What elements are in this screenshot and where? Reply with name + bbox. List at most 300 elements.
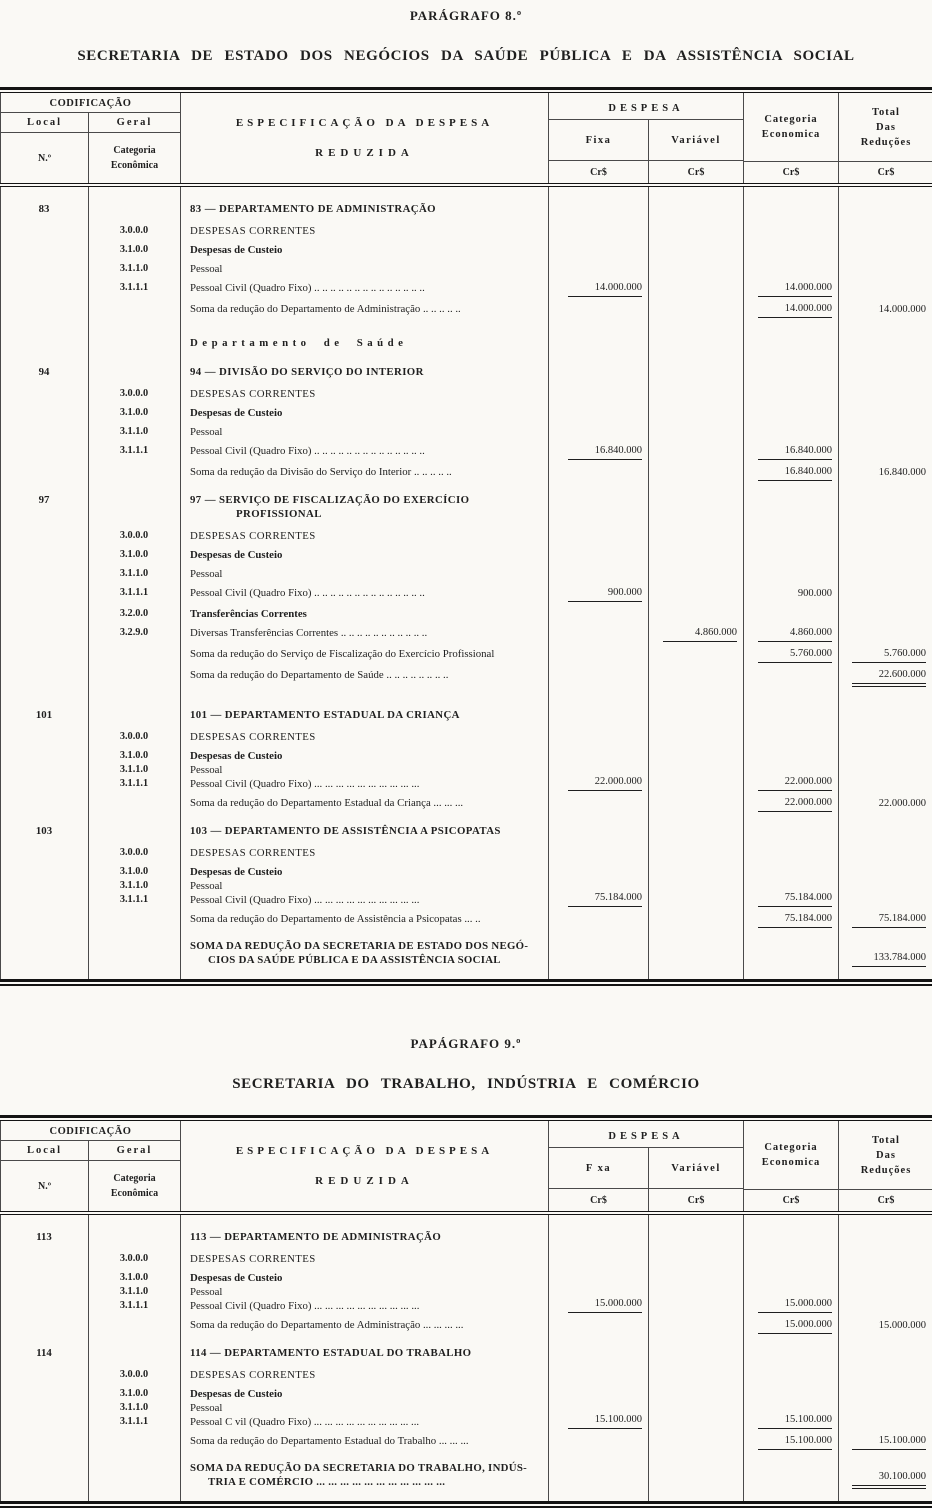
cell-fixa bbox=[548, 824, 648, 838]
cell-fixa bbox=[548, 548, 648, 562]
cell-variavel bbox=[648, 1230, 743, 1244]
cell-codigo-geral bbox=[88, 425, 180, 439]
header-categoria-line1: Categoria bbox=[113, 145, 156, 156]
header-fixa: Fixa bbox=[549, 120, 649, 161]
cell-especificacao bbox=[180, 202, 548, 216]
cell-categoria bbox=[743, 1461, 838, 1489]
cell-codigo-geral bbox=[88, 493, 180, 521]
amount: 5.760.000 bbox=[852, 647, 926, 663]
cell-fixa bbox=[548, 224, 648, 238]
amount: 4.860.000 bbox=[663, 626, 737, 642]
cell-variavel bbox=[648, 365, 743, 379]
cell-variavel bbox=[648, 1346, 743, 1360]
amount: 22.000.000 bbox=[758, 796, 832, 812]
code-line: 3.1.1.0 bbox=[119, 763, 149, 775]
cell-fixa bbox=[548, 586, 648, 602]
cell-local bbox=[0, 243, 88, 257]
cell-fixa bbox=[548, 387, 648, 401]
header-categoria-economica bbox=[744, 93, 838, 161]
spec-line: DESPESAS CORRENTES bbox=[190, 1252, 316, 1265]
spec-line: Diversas Transferências Correntes .. .. .. .. .. .. .. .. .. .. .. bbox=[190, 626, 428, 639]
code-line: 3.2.9.0 bbox=[119, 626, 149, 638]
cell-categoria bbox=[743, 1318, 838, 1334]
cell-categoria bbox=[743, 1368, 838, 1382]
table-row bbox=[0, 384, 932, 403]
cell-total bbox=[838, 824, 932, 838]
amount: 4.860.000 bbox=[758, 626, 832, 642]
header-despesa-group bbox=[549, 93, 744, 183]
amount: 14.000.000 bbox=[568, 281, 642, 297]
cell-codigo-geral bbox=[88, 626, 180, 642]
cell-local bbox=[0, 224, 88, 238]
cell-categoria bbox=[743, 668, 838, 687]
cell-variavel bbox=[648, 824, 743, 838]
cell-local: 114 bbox=[36, 1346, 52, 1359]
spec-line: Pessoal bbox=[190, 425, 223, 438]
header-cr-variavel: Cr$ bbox=[687, 166, 705, 178]
spec-line: Despesas de Custeio bbox=[190, 548, 283, 561]
cell-variavel bbox=[648, 626, 743, 642]
code-line: 3.1.1.0 bbox=[119, 1401, 149, 1413]
header-variavel: Variável bbox=[649, 1148, 743, 1189]
cell-local bbox=[0, 865, 88, 907]
cell-local bbox=[0, 1271, 88, 1313]
cell-variavel bbox=[648, 846, 743, 860]
cell-especificacao bbox=[180, 846, 548, 860]
cell-codigo-geral bbox=[88, 1368, 180, 1382]
table-row bbox=[0, 665, 932, 689]
table-row bbox=[0, 221, 932, 240]
cell-categoria bbox=[743, 1434, 838, 1450]
cell-especificacao bbox=[180, 425, 548, 439]
cell-variavel bbox=[648, 224, 743, 238]
table-row bbox=[0, 644, 932, 665]
spec-line: Pessoal Civil (Quadro Fixo) .. .. .. .. .. .. .. .. .. .. .. .. .. .. bbox=[190, 586, 425, 599]
code-line: 3.1.1.0 bbox=[119, 1285, 149, 1297]
spec-line: Soma da redução da Divisão do Serviço do Interior .. .. .. .. .. bbox=[190, 465, 452, 478]
table-row bbox=[0, 1365, 932, 1384]
cell-codigo-geral bbox=[88, 548, 180, 562]
cell-local: 94 bbox=[38, 365, 50, 378]
cell-local bbox=[0, 548, 88, 562]
spec-line: 103 — DEPARTAMENTO DE ASSISTÊNCIA A PSICOPATAS bbox=[190, 824, 501, 837]
secretaria-title-2: SECRETARIA DO TRABALHO, INDÚSTRIA E COMÉRCIO bbox=[232, 1076, 700, 1092]
header-numero: N.º bbox=[1, 1161, 89, 1211]
spec-line: Pessoal Civil (Quadro Fixo) .. .. .. .. .. .. .. .. .. .. .. .. .. .. bbox=[190, 444, 425, 457]
cell-fixa bbox=[548, 749, 648, 791]
code-line: 3.1.0.0 bbox=[119, 865, 149, 877]
cell-categoria bbox=[743, 444, 838, 460]
cell-total bbox=[838, 224, 932, 238]
cell-categoria bbox=[743, 626, 838, 642]
cell-fixa bbox=[548, 730, 648, 744]
cell-variavel bbox=[648, 302, 743, 318]
table-header bbox=[0, 1121, 932, 1211]
spec-line: Pessoal bbox=[190, 763, 223, 776]
cell-variavel bbox=[648, 939, 743, 967]
header-total-line1: Total bbox=[872, 106, 900, 118]
amount: 16.840.000 bbox=[758, 444, 832, 460]
cell-especificacao bbox=[180, 708, 548, 722]
cell-codigo-geral bbox=[88, 243, 180, 257]
cell-variavel bbox=[648, 647, 743, 663]
cell-codigo-geral bbox=[88, 912, 180, 928]
cell-especificacao bbox=[180, 406, 548, 420]
cell-categoria bbox=[743, 202, 838, 216]
cell-local bbox=[0, 668, 88, 687]
cell-especificacao bbox=[180, 824, 548, 838]
cell-categoria bbox=[743, 749, 838, 791]
cell-especificacao bbox=[180, 1434, 548, 1450]
cell-codigo-geral bbox=[88, 444, 180, 460]
spec-line: 83 — DEPARTAMENTO DE ADMINISTRAÇÃO bbox=[190, 202, 436, 215]
cell-codigo-geral bbox=[88, 708, 180, 722]
header-cr-variavel: Cr$ bbox=[687, 1194, 705, 1206]
amount: 16.840.000 bbox=[758, 465, 832, 481]
header-fixa-variavel bbox=[549, 1148, 743, 1189]
cell-total bbox=[838, 1252, 932, 1266]
paragraph-heading-2: PAPÁGRAFO 9.º bbox=[410, 1036, 522, 1051]
cell-total bbox=[838, 529, 932, 543]
cell-especificacao bbox=[180, 243, 548, 257]
cell-codigo-geral bbox=[88, 824, 180, 838]
cell-codigo-geral bbox=[88, 749, 180, 791]
cell-fixa bbox=[548, 846, 648, 860]
amount: 5.760.000 bbox=[758, 647, 832, 663]
cell-local bbox=[0, 730, 88, 744]
cell-fixa bbox=[548, 444, 648, 460]
cell-total bbox=[838, 425, 932, 439]
cell-codigo-geral bbox=[88, 1461, 180, 1489]
amount: 22.000.000 bbox=[758, 775, 832, 791]
cell-categoria bbox=[743, 567, 838, 581]
cell-categoria bbox=[743, 607, 838, 621]
code-line: 3.0.0.0 bbox=[119, 224, 149, 236]
cell-codigo-geral bbox=[88, 1318, 180, 1334]
code-line: 3.1.0.0 bbox=[119, 548, 149, 560]
cell-codigo-geral bbox=[88, 365, 180, 379]
cell-especificacao bbox=[180, 493, 548, 521]
spec-line: Pessoal bbox=[190, 567, 223, 580]
cell-variavel bbox=[648, 1271, 743, 1313]
table-row bbox=[0, 1343, 932, 1362]
amount: 22.000.000 bbox=[568, 775, 642, 791]
spec-line: Pessoal Civil (Quadro Fixo) ... ... ... ... ... ... ... ... ... ... bbox=[190, 777, 420, 790]
cell-categoria bbox=[743, 1346, 838, 1360]
amount: 75.184.000 bbox=[758, 912, 832, 928]
header-especificacao bbox=[181, 93, 549, 183]
cell-local bbox=[0, 1252, 88, 1266]
cell-total bbox=[838, 939, 932, 967]
header-cat-line1: Categoria bbox=[764, 114, 818, 125]
section-paragrafo-9 bbox=[0, 986, 932, 1508]
header-total-col bbox=[839, 1121, 932, 1211]
cell-local bbox=[0, 281, 88, 297]
code-line: 3.1.1.1 bbox=[119, 444, 149, 456]
code-line: 3.0.0.0 bbox=[119, 730, 149, 742]
cell-local bbox=[0, 1318, 88, 1334]
spec-line: Soma da redução do Departamento de Saúde .. .. .. .. .. .. .. .. bbox=[190, 668, 449, 681]
cell-categoria bbox=[743, 586, 838, 602]
cell-categoria bbox=[743, 824, 838, 838]
table-row bbox=[0, 1249, 932, 1268]
table-row bbox=[0, 545, 932, 564]
cell-total bbox=[838, 1368, 932, 1382]
header-codificacao-group bbox=[1, 1121, 181, 1211]
cell-fixa bbox=[548, 529, 648, 543]
table-row bbox=[0, 259, 932, 278]
header-variavel: Variável bbox=[649, 120, 743, 161]
cell-total bbox=[838, 1271, 932, 1313]
table-row bbox=[0, 490, 932, 523]
table-row bbox=[0, 422, 932, 441]
cell-categoria bbox=[743, 425, 838, 439]
cell-total bbox=[838, 387, 932, 401]
cell-total bbox=[838, 281, 932, 297]
code-line: 3.1.0.0 bbox=[119, 1271, 149, 1283]
cell-categoria bbox=[743, 493, 838, 521]
cell-total bbox=[838, 406, 932, 420]
code-line: 3.1.0.0 bbox=[119, 749, 149, 761]
table-row bbox=[0, 1458, 932, 1491]
table-row bbox=[0, 583, 932, 604]
cell-categoria bbox=[743, 865, 838, 907]
amount: 15.000.000 bbox=[878, 1319, 926, 1331]
cell-codigo-geral bbox=[88, 1434, 180, 1450]
cell-local bbox=[0, 444, 88, 460]
header-cr-fixa: Cr$ bbox=[549, 161, 649, 183]
cell-especificacao bbox=[180, 529, 548, 543]
cell-especificacao bbox=[180, 1368, 548, 1382]
cell-codigo-geral bbox=[88, 387, 180, 401]
cell-especificacao bbox=[180, 1387, 548, 1429]
spec-line: Despesas de Custeio bbox=[190, 243, 283, 256]
cell-total bbox=[838, 668, 932, 687]
spec-line: Pessoal bbox=[190, 1285, 223, 1298]
spec-line: Despesas de Custeio bbox=[190, 865, 283, 878]
table-row bbox=[0, 705, 932, 724]
cell-variavel bbox=[648, 668, 743, 687]
header-cat-line2: Economica bbox=[761, 1157, 821, 1168]
header-total-line3: Reduções bbox=[860, 1164, 912, 1176]
cell-especificacao bbox=[180, 224, 548, 238]
cell-variavel bbox=[648, 708, 743, 722]
cell-codigo-geral bbox=[88, 567, 180, 581]
cell-total bbox=[838, 548, 932, 562]
header-fixa: F xa bbox=[549, 1148, 649, 1189]
cell-categoria bbox=[743, 465, 838, 481]
spec-line: Soma da redução do Serviço de Fiscalização do Exercício Profissional bbox=[190, 647, 495, 660]
cell-local bbox=[0, 567, 88, 581]
spec-line: Pessoal Civil (Quadro Fixo) ... ... ... ... ... ... ... ... ... ... bbox=[190, 1299, 420, 1312]
cell-especificacao bbox=[180, 444, 548, 460]
spec-line: SOMA DA REDUÇÃO DA SECRETARIA DE ESTADO DOS NEGÓ- bbox=[190, 939, 529, 952]
cell-codigo-geral bbox=[88, 224, 180, 238]
header-fixa-variavel bbox=[549, 120, 743, 161]
cell-codigo-geral bbox=[88, 939, 180, 967]
cell-local bbox=[0, 939, 88, 967]
spec-line: DESPESAS CORRENTES bbox=[190, 1368, 316, 1381]
code-line: 3.1.1.1 bbox=[119, 586, 149, 598]
cell-fixa bbox=[548, 465, 648, 481]
cell-variavel bbox=[648, 529, 743, 543]
header-cr-total: Cr$ bbox=[839, 1189, 932, 1211]
cell-total bbox=[838, 567, 932, 581]
table-bottom-rule bbox=[0, 1501, 932, 1508]
spec-line: Pessoal bbox=[190, 262, 223, 275]
cell-total bbox=[838, 444, 932, 460]
cell-local bbox=[0, 387, 88, 401]
cell-codigo-geral bbox=[88, 647, 180, 663]
header-local: Local bbox=[1, 113, 89, 133]
cell-variavel bbox=[648, 1318, 743, 1334]
cell-fixa bbox=[548, 202, 648, 216]
table-row bbox=[0, 199, 932, 218]
table-row bbox=[0, 526, 932, 545]
table-row bbox=[0, 746, 932, 793]
cell-total bbox=[838, 749, 932, 791]
amount: 15.100.000 bbox=[852, 1434, 926, 1450]
amount: 15.100.000 bbox=[568, 1413, 642, 1429]
code-line: 3.1.1.1 bbox=[119, 1415, 149, 1427]
cell-total bbox=[838, 865, 932, 907]
header-especificacao-line1: ESPECIFICAÇÃO DA DESPESA bbox=[235, 1145, 494, 1157]
table-body bbox=[0, 1215, 932, 1501]
header-cr-row bbox=[549, 1189, 743, 1211]
spec-line: PROFISSIONAL bbox=[236, 507, 322, 520]
cell-total bbox=[838, 1346, 932, 1360]
cell-variavel bbox=[648, 749, 743, 791]
header-sub bbox=[1, 133, 180, 183]
table-row bbox=[0, 564, 932, 583]
cell-total bbox=[838, 1461, 932, 1489]
cell-especificacao bbox=[180, 1318, 548, 1334]
cell-codigo-geral bbox=[88, 1252, 180, 1266]
amount: 14.000.000 bbox=[758, 302, 832, 318]
cell-codigo-geral bbox=[88, 1387, 180, 1429]
cell-variavel bbox=[648, 243, 743, 257]
amount: 22.000.000 bbox=[878, 797, 926, 809]
cell-total bbox=[838, 796, 932, 812]
header-categoria-economica-col bbox=[744, 1121, 839, 1211]
spec-line: DESPESAS CORRENTES bbox=[190, 387, 316, 400]
code-line: 3.1.0.0 bbox=[119, 243, 149, 255]
cell-local bbox=[0, 425, 88, 439]
code-line: 3.1.0.0 bbox=[119, 406, 149, 418]
header-local-geral bbox=[1, 1141, 180, 1161]
cell-codigo-geral bbox=[88, 668, 180, 687]
cell-local bbox=[0, 846, 88, 860]
cell-variavel bbox=[648, 465, 743, 481]
table-row bbox=[0, 1384, 932, 1431]
cell-codigo-geral bbox=[88, 202, 180, 216]
code-line: 3.0.0.0 bbox=[119, 387, 149, 399]
budget-table-2 bbox=[0, 1115, 932, 1508]
cell-fixa bbox=[548, 796, 648, 812]
cell-especificacao bbox=[180, 281, 548, 297]
code-line: 3.0.0.0 bbox=[119, 846, 149, 858]
cell-fixa bbox=[548, 365, 648, 379]
cell-local bbox=[0, 1461, 88, 1489]
cell-variavel bbox=[648, 1461, 743, 1489]
table-body bbox=[0, 187, 932, 979]
cell-total bbox=[838, 465, 932, 481]
cell-especificacao bbox=[180, 1461, 548, 1489]
cell-codigo-geral bbox=[88, 336, 180, 350]
cell-categoria bbox=[743, 796, 838, 812]
cell-variavel bbox=[648, 1368, 743, 1382]
cell-especificacao bbox=[180, 465, 548, 481]
spec-line: Soma da redução do Departamento Estadual do Trabalho ... ... ... bbox=[190, 1434, 469, 1447]
code-line: 3.1.1.0 bbox=[119, 567, 149, 579]
cell-especificacao bbox=[180, 912, 548, 928]
amount: 22.600.000 bbox=[852, 668, 926, 687]
cell-variavel bbox=[648, 796, 743, 812]
code-line: 3.0.0.0 bbox=[119, 1368, 149, 1380]
cell-categoria bbox=[743, 243, 838, 257]
cell-fixa bbox=[548, 336, 648, 350]
header-total-col bbox=[839, 93, 932, 183]
cell-total bbox=[838, 846, 932, 860]
spec-line: Despesas de Custeio bbox=[190, 406, 283, 419]
code-line: 3.1.1.1 bbox=[119, 281, 149, 293]
cell-codigo-geral bbox=[88, 1230, 180, 1244]
spec-line: 101 — DEPARTAMENTO ESTADUAL DA CRIANÇA bbox=[190, 708, 460, 721]
code-line: 3.0.0.0 bbox=[119, 1252, 149, 1264]
amount: 14.000.000 bbox=[758, 281, 832, 297]
cell-variavel bbox=[648, 912, 743, 928]
cell-total bbox=[838, 626, 932, 642]
table-row bbox=[0, 362, 932, 381]
cell-codigo-geral bbox=[88, 262, 180, 276]
table-row bbox=[0, 333, 932, 352]
secretaria-title-1: SECRETARIA DE ESTADO DOS NEGÓCIOS DA SAÚDE PÚBLICA E DA ASSISTÊNCIA SOCIAL bbox=[77, 48, 855, 64]
header-categoria-line1: Categoria bbox=[113, 1173, 156, 1184]
cell-codigo-geral bbox=[88, 1346, 180, 1360]
cell-variavel bbox=[648, 548, 743, 562]
cell-categoria bbox=[743, 1387, 838, 1429]
cell-categoria bbox=[743, 529, 838, 543]
cell-local bbox=[0, 1387, 88, 1429]
table-row bbox=[0, 441, 932, 462]
cell-variavel bbox=[648, 607, 743, 621]
spec-line: Transferências Correntes bbox=[190, 607, 307, 620]
table-bottom-rule bbox=[0, 979, 932, 986]
cell-local bbox=[0, 262, 88, 276]
cell-categoria bbox=[743, 1252, 838, 1266]
amount: 900.000 bbox=[568, 586, 642, 602]
table-row bbox=[0, 623, 932, 644]
cell-local: 103 bbox=[35, 824, 53, 837]
cell-fixa bbox=[548, 1387, 648, 1429]
cell-variavel bbox=[648, 444, 743, 460]
amount: 15.000.000 bbox=[758, 1318, 832, 1334]
table-row bbox=[0, 909, 932, 930]
header-total-line1: Total bbox=[872, 1134, 900, 1146]
amount: 30.100.000 bbox=[852, 1470, 926, 1489]
cell-especificacao bbox=[180, 939, 548, 967]
header-geral: Geral bbox=[89, 1141, 180, 1161]
amount: 15.000.000 bbox=[568, 1297, 642, 1313]
cell-local bbox=[0, 336, 88, 350]
cell-variavel bbox=[648, 281, 743, 297]
cell-local bbox=[0, 626, 88, 642]
table-header bbox=[0, 93, 932, 183]
spec-line: 114 — DEPARTAMENTO ESTADUAL DO TRABALHO bbox=[190, 1346, 472, 1359]
amount: 15.100.000 bbox=[758, 1434, 832, 1450]
code-line: 3.1.1.1 bbox=[119, 1299, 149, 1311]
amount: 75.184.000 bbox=[852, 912, 926, 928]
